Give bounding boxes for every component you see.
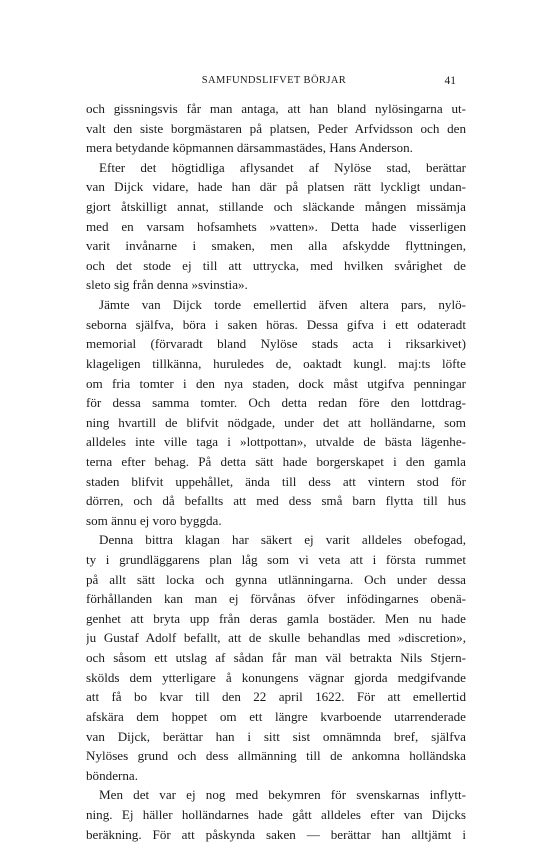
text-line: beräkning. För att påskynda saken — berättar han alltjämt i: [86, 826, 466, 842]
text-line: dörren, och då befallts att med dess små barn flytta till hus: [86, 493, 466, 509]
text-line: Denna bittra klagan har säkert ej varit alldeles obefogad,: [99, 532, 466, 548]
text-line: skölds dem ytterligare å konungens vägnar gjorda medgifvande: [86, 669, 466, 685]
page-number: 41: [444, 75, 456, 87]
text-line: ju Gustaf Adolf befallt, att de skulle behandlas med »discretion»,: [86, 630, 466, 646]
text-line: van Dijck vidare, hade han där på platsen rätt lyckligt undan-: [86, 179, 466, 195]
text-line: mera betydande köpmannen därsammastädes, Hans Anderson.: [86, 140, 413, 156]
text-line: ty i grundläggarens plan låg som vi veta att i första rummet: [86, 552, 466, 568]
text-line: memorial (förvaradt bland Nylöse stads acta i riksarkivet): [86, 336, 466, 352]
text-line: att få bo kvar till den 22 april 1622. För att emellertid: [86, 689, 466, 705]
text-line: staden blifvit uppehållet, ända till dess att vintern stod för: [86, 473, 466, 489]
text-line: alldeles inte ville taga i »lottpottan», utvalde de bästa lägenhe-: [86, 434, 466, 450]
text-line: och gissningsvis får man antaga, att han bland nylösingarna ut-: [86, 101, 466, 116]
text-line: seborna själfva, böra i saken höras. Dessa gifva i ett odateradt: [86, 316, 466, 332]
text-line: genhet att bryta upp från deras gamla bostäder. Men nu hade: [86, 610, 466, 626]
text-line: valt den siste borgmästaren på platsen, Peder Arfvidsson och den: [86, 120, 466, 136]
text-line: ning. Ej häller holländarnes hade gått alldeles efter van Dijcks: [86, 806, 466, 822]
text-line: Nylöses grund och dess allmänning till de ankomna holländska: [86, 748, 466, 764]
body-text: [86, 99, 466, 844]
text-line: klageligen tillkänna, huruledes de, oaktadt kungl. maj:ts löfte: [86, 355, 466, 371]
text-line: Men det var ej nog med bekymren för svenskarnas inflytt-: [99, 787, 466, 803]
text-line: gjort åtskilligt annat, stillande och släckande mången missämja: [86, 199, 466, 215]
text-line: med en varsam hofsamhets »vatten». Detta hade visserligen: [86, 218, 466, 234]
text-line: och det stode ej till att uttrycka, med hvilken svårighet de: [86, 257, 466, 273]
text-line: om fria tomter i den nya staden, dock måst utgifva penningar: [86, 375, 466, 391]
text-line: Jämte van Dijck torde emellertid äfven altera pars, nylö-: [99, 297, 466, 313]
text-line: bönderna.: [86, 767, 138, 783]
text-line: på allt sätt locka och gynna utlänningarna. Och under dessa: [86, 571, 466, 587]
text-line: för dessa samma tomter. Och detta redan före den lottdrag-: [86, 395, 466, 411]
text-line: varit invånarne i smaken, men alla afskydde flyttningen,: [86, 238, 466, 254]
text-line: terna efter behag. På detta sätt hade borgerskapet i den gamla: [86, 453, 466, 469]
text-line: och såsom ett utslag af sådan får man väl betrakta Nils Stjern-: [86, 650, 466, 666]
running-title: SAMFUNDSLIFVET BÖRJAR: [201, 75, 347, 86]
text-line: afskära dem hoppet om ett längre kvarboende utarrenderade: [86, 708, 466, 724]
text-line: som ännu ej voro byggda.: [86, 512, 222, 528]
text-line: ning hvartill de blifvit nödgade, under det att holländarne, som: [86, 414, 466, 430]
text-line: sleto sig från denna »svinstia».: [86, 277, 248, 293]
text-line: förhållanden kan man ej förvånas öfver infödingarnes obenä-: [86, 591, 466, 607]
text-line: Efter det högtidliga aflysandet af Nylöse stad, berättar: [99, 159, 466, 175]
text-line: van Dijck, berättar han i sitt sist omnämnda bref, själfva: [86, 728, 466, 744]
page-header: [86, 75, 462, 91]
